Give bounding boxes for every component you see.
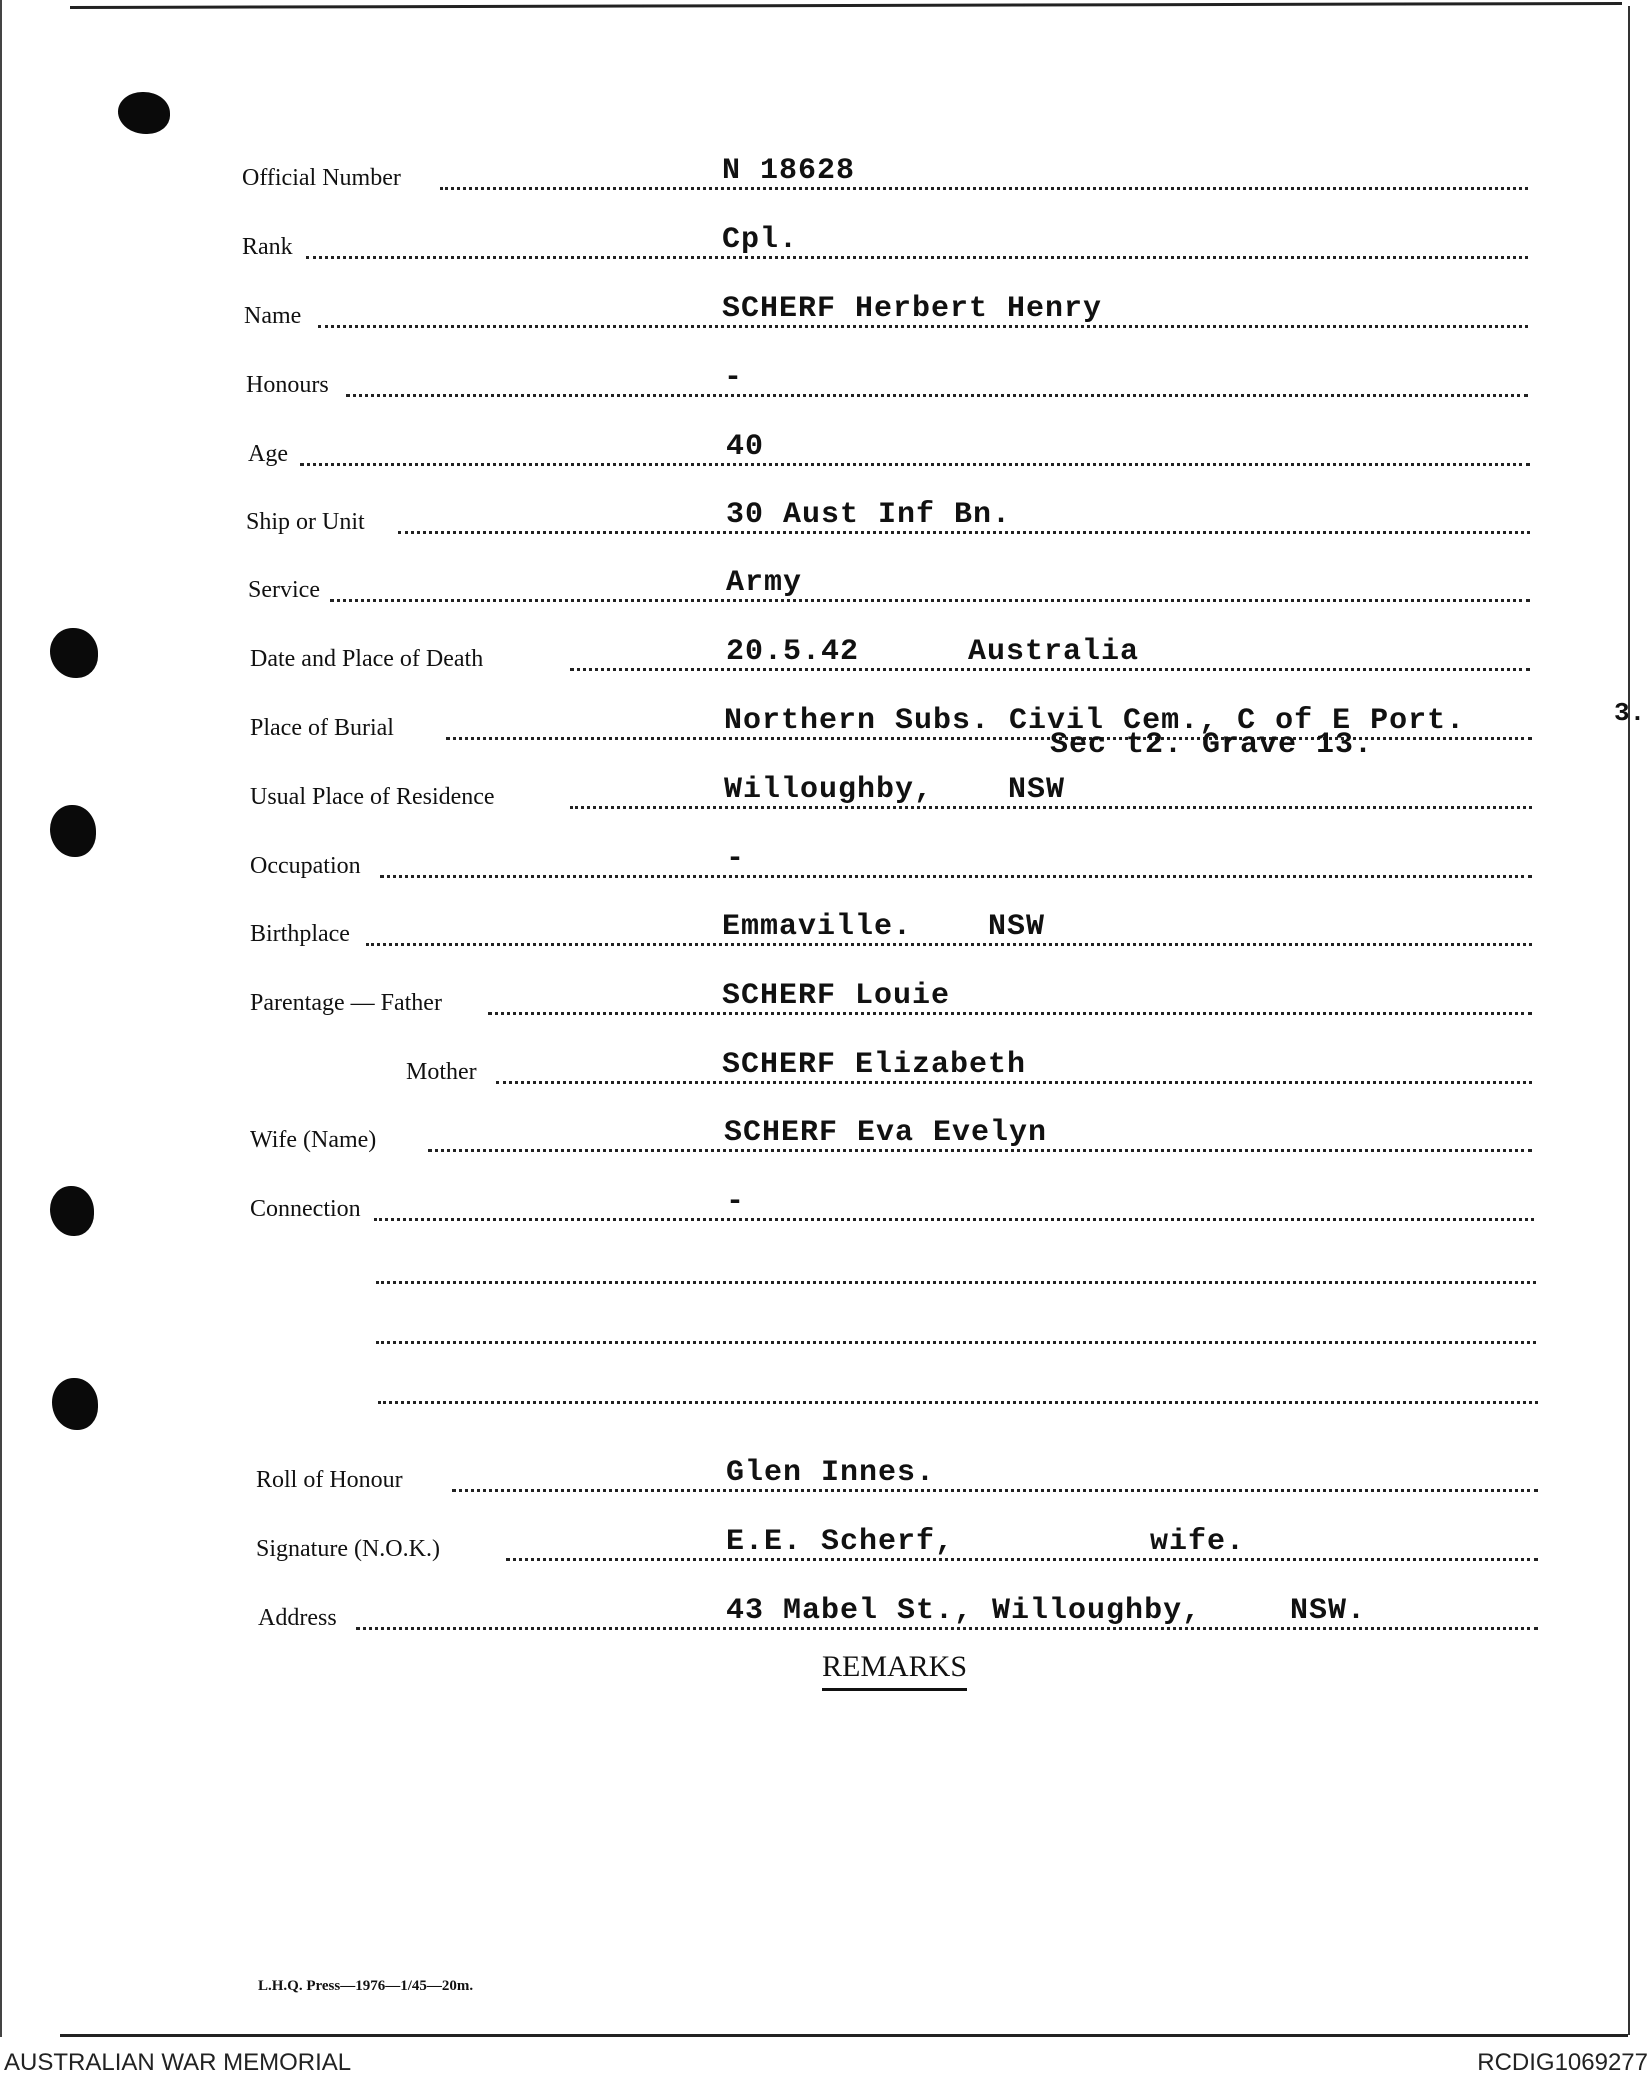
field-parentage-mother — [0, 1034, 1652, 1094]
field-value-extra: NSW — [1008, 773, 1066, 807]
field-value-extra: wife. — [1150, 1525, 1246, 1559]
field-label: Wife (Name) — [250, 1127, 377, 1153]
field-value: SCHERF Louie — [722, 979, 951, 1013]
field-service — [0, 552, 1652, 612]
field-label: Service — [248, 577, 320, 603]
field-wife-name — [0, 1102, 1652, 1162]
field-parentage-father — [0, 965, 1652, 1025]
dotted-line — [488, 1012, 1532, 1015]
field-label: Address — [258, 1605, 337, 1631]
field-date-place-of-death — [0, 621, 1652, 681]
remarks-heading: REMARKS — [822, 1650, 967, 1691]
field-value: - — [726, 1185, 746, 1219]
field-usual-residence — [0, 759, 1652, 819]
field-value: 43 Mabel St., Willoughby, — [726, 1594, 1202, 1628]
dotted-line — [380, 875, 1532, 878]
dotted-line — [366, 943, 1532, 946]
field-label: Roll of Honour — [256, 1467, 403, 1493]
page-border-bottom — [60, 2034, 1628, 2037]
dotted-line — [378, 1401, 1538, 1404]
field-label: Honours — [246, 372, 329, 398]
field-value: N 18628 — [722, 154, 856, 188]
field-connection — [0, 1171, 1652, 1231]
field-label: Ship or Unit — [246, 509, 365, 535]
dotted-line — [374, 1218, 1534, 1221]
field-label: Parentage — Father — [250, 990, 442, 1016]
field-roll-of-honour — [0, 1442, 1652, 1502]
field-label: Birthplace — [250, 921, 350, 947]
dotted-line — [306, 256, 1528, 259]
blank-line-3 — [0, 1354, 1652, 1414]
field-value: SCHERF Herbert Henry — [722, 292, 1103, 326]
field-value: 30 Aust Inf Bn. — [726, 498, 1012, 532]
field-value: - — [726, 842, 746, 876]
field-label: Official Number — [242, 165, 401, 191]
dotted-line — [376, 1341, 1536, 1344]
field-value-extra: Australia — [968, 635, 1140, 669]
field-occupation — [0, 828, 1652, 888]
field-ship-or-unit — [0, 484, 1652, 544]
field-value: Emmaville. — [722, 910, 913, 944]
field-birthplace — [0, 896, 1652, 956]
field-value-extra: NSW — [988, 910, 1046, 944]
dotted-line — [300, 463, 1530, 466]
page-border-top — [70, 2, 1622, 9]
field-official-number — [0, 140, 1652, 200]
field-value: Northern Subs. Civil Cem., C of E Port. — [724, 704, 1466, 738]
dotted-line — [376, 1281, 1536, 1284]
field-value: - — [724, 361, 744, 395]
field-value: 20.5.42 — [726, 635, 860, 669]
dotted-line — [346, 394, 1528, 397]
field-label: Rank — [242, 234, 293, 260]
field-label: Occupation — [250, 853, 361, 879]
field-value-extra: NSW. — [1290, 1594, 1367, 1628]
field-label: Place of Burial — [250, 715, 394, 741]
field-honours — [0, 347, 1652, 407]
field-value: Willoughby, — [724, 773, 934, 807]
margin-mark: 3. — [1614, 698, 1646, 728]
field-rank — [0, 209, 1652, 269]
archive-id: RCDIG1069277 — [1477, 2049, 1648, 2076]
field-label: Age — [248, 441, 288, 467]
burial-value-line2: Sec t2. Grave 13. — [1050, 728, 1374, 762]
field-value: Army — [726, 566, 803, 600]
field-value: E.E. Scherf, — [726, 1525, 955, 1559]
dotted-line — [506, 1558, 1538, 1561]
field-value: SCHERF Elizabeth — [722, 1048, 1027, 1082]
field-label: Mother — [406, 1059, 477, 1085]
blank-line-1 — [0, 1234, 1652, 1294]
blank-line-2 — [0, 1294, 1652, 1354]
dotted-line — [330, 599, 1530, 602]
field-name — [0, 278, 1652, 338]
field-label: Name — [244, 303, 302, 329]
field-value: 40 — [726, 430, 765, 464]
field-label: Connection — [250, 1196, 361, 1222]
field-age — [0, 416, 1652, 476]
field-address — [0, 1580, 1652, 1640]
dotted-line — [440, 187, 1528, 190]
field-signature-nok — [0, 1511, 1652, 1571]
field-value: Glen Innes. — [726, 1456, 936, 1490]
field-label: Usual Place of Residence — [250, 784, 495, 810]
field-value: SCHERF Eva Evelyn — [724, 1116, 1048, 1150]
field-place-of-burial — [0, 690, 1652, 750]
archive-label: AUSTRALIAN WAR MEMORIAL — [4, 2049, 352, 2076]
dotted-line — [452, 1489, 1538, 1492]
field-label: Signature (N.O.K.) — [256, 1536, 440, 1562]
field-label: Date and Place of Death — [250, 646, 484, 672]
punch-hole-1 — [118, 92, 170, 134]
field-value: Cpl. — [722, 223, 799, 257]
print-code: L.H.Q. Press—1976—1/45—20m. — [258, 1978, 474, 1994]
